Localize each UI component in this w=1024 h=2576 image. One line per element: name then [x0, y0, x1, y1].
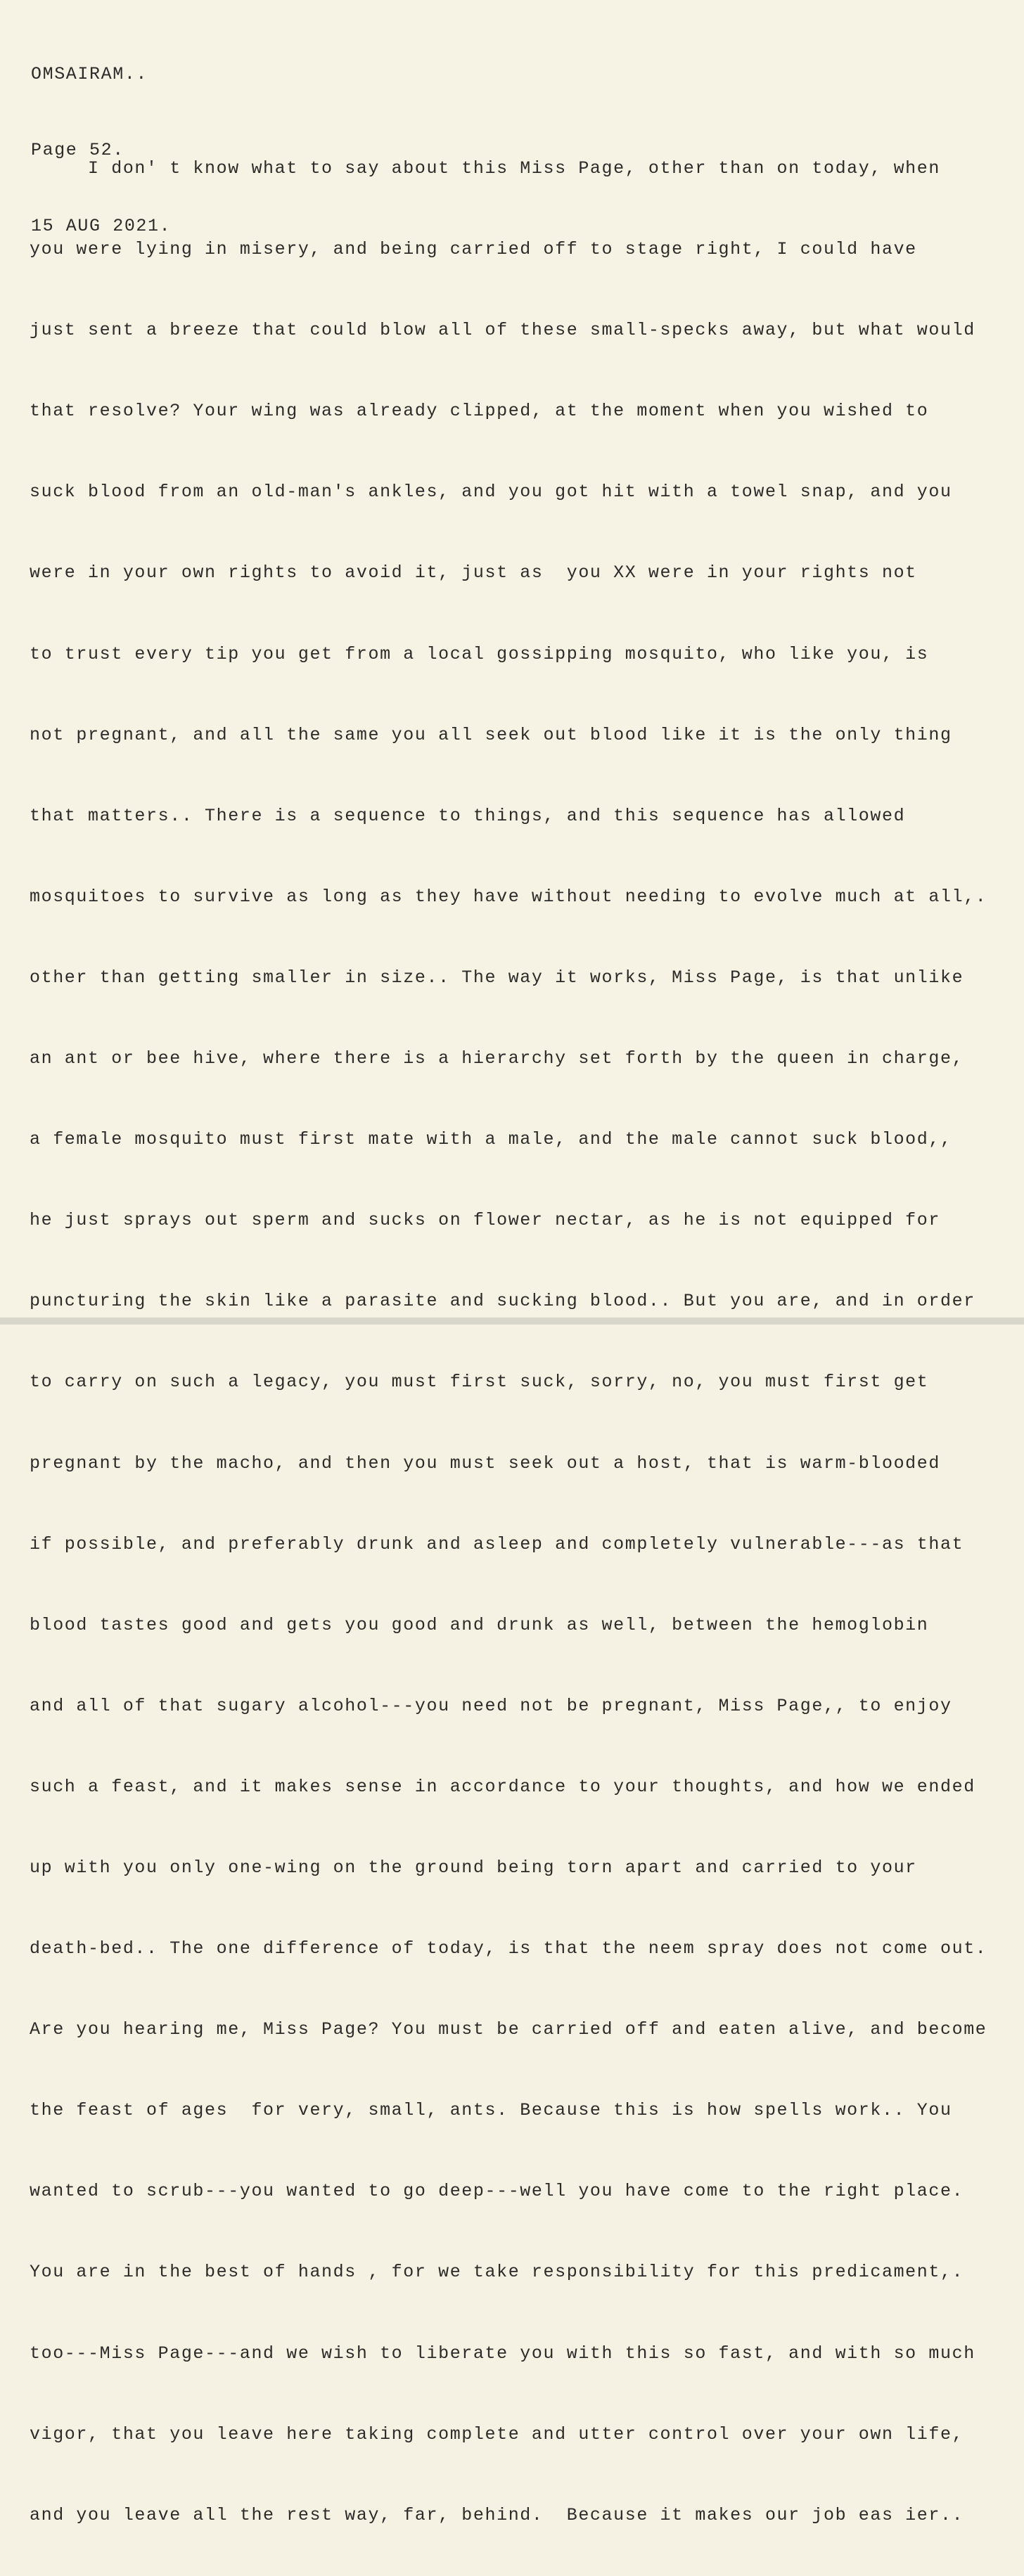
text-line: not pregnant, and all the same you all seek out blood like it is the only thing: [30, 724, 952, 745]
text-line: just sent a breeze that could blow all of these small-specks away, but what would: [30, 320, 975, 341]
text-line: were in your own rights to avoid it, just as you XX were in your rights not: [30, 562, 917, 584]
text-line: puncturing the skin like a parasite and sucking blood.. But you are, and in order: [30, 1291, 975, 1312]
text-line: to carry on such a legacy, you must first suck, sorry, no, you must first get: [30, 1372, 929, 1393]
text-line: a female mosquito must first mate with a male, and the male cannot suck blood,,: [30, 1129, 952, 1150]
text-line: too---Miss Page---and we wish to liberate you with this so fast, and with so much: [30, 2343, 975, 2364]
text-line: to trust every tip you get from a local gossipping mosquito, who like you, is: [30, 643, 929, 664]
text-line: other than getting smaller in size.. The way it works, Miss Page, is that unlike: [30, 967, 964, 988]
text-line: that resolve? Your wing was already clipped, at the moment when you wished to: [30, 401, 929, 422]
text-line: an ant or bee hive, where there is a hierarchy set forth by the queen in charge,: [30, 1048, 964, 1069]
text-line: vigor, that you leave here taking complete and utter control over your own life,: [30, 2423, 964, 2445]
text-line: he just sprays out sperm and sucks on flower nectar, as he is not equipped for: [30, 1210, 940, 1231]
text-line: mosquitoes to survive as long as they have without needing to evolve much at all,.: [30, 886, 987, 907]
text-line: the feast of ages for very, small, ants. Because this is how spells work.. You: [30, 2100, 952, 2121]
text-line: and you leave all the rest way, far, behind. Because it makes our job eas ier..: [30, 2504, 964, 2525]
text-line: Are you hearing me, Miss Page? You must be carried off and eaten alive, and become: [30, 2019, 987, 2040]
text-line: I don' t know what to say about this Miss Page, other than on today, when: [30, 158, 940, 179]
text-line: if possible, and preferably drunk and asleep and completely vulnerable---as that: [30, 1533, 964, 1554]
text-line: wanted to scrub---you wanted to go deep---well you have come to the right place.: [30, 2181, 964, 2202]
greeting-line: OMSAIRAM..: [31, 64, 148, 84]
text-line: that matters.. There is a sequence to things, and this sequence has allowed: [30, 805, 906, 826]
letter-body: [30, 108, 987, 2576]
page-number-line: Page 52.: [31, 140, 124, 160]
scan-edge: [0, 1318, 1024, 1325]
text-line: such a feast, and it makes sense in accordance to your thoughts, and how we ended: [30, 1776, 975, 1797]
text-line: and all of that sugary alcohol---you need not be pregnant, Miss Page,, to enjoy: [30, 1695, 952, 1716]
text-line: blood tastes good and gets you good and drunk as well, between the hemoglobin: [30, 1614, 929, 1635]
date-line: 15 AUG 2021.: [31, 216, 172, 236]
text-line: suck blood from an old-man's ankles, and you got hit with a towel snap, and you: [30, 482, 952, 503]
text-line: pregnant by the macho, and then you must seek out a host, that is warm-blooded: [30, 1453, 940, 1474]
text-line: you were lying in misery, and being carried off to stage right, I could have: [30, 239, 917, 260]
text-line: You are in the best of hands , for we take responsibility for this predicament,.: [30, 2262, 964, 2283]
text-line: death-bed.. The one difference of today, is that the neem spray does not come out.: [30, 1938, 987, 1959]
text-line: up with you only one-wing on the ground being torn apart and carried to your: [30, 1857, 917, 1878]
